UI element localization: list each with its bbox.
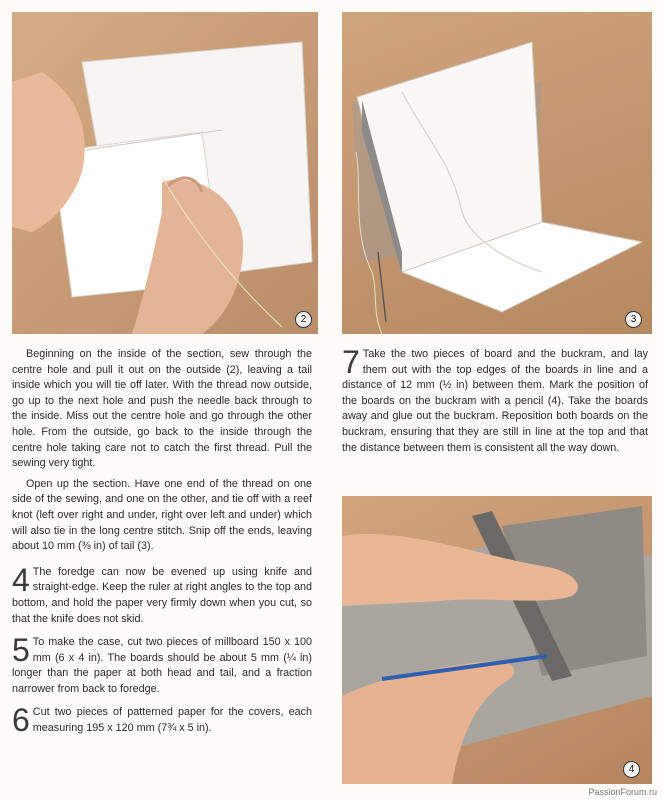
step-5: [12, 632, 312, 697]
photo-marking-buckram: [342, 496, 652, 784]
photo-number-4: 4: [623, 761, 640, 778]
step-number: 7: [342, 344, 360, 380]
left-text-column: [12, 347, 312, 745]
right-text-column: [342, 344, 648, 464]
step-7: [342, 344, 648, 456]
step-text: To make the case, cut two pieces of millboard 150 x 100 mm (6 x 4 in). The boards should be about 5 mm (¼ in) longer than the paper at both head and tail, and a fraction narrower from back to foredge.: [12, 636, 312, 695]
step-6: [12, 702, 312, 739]
photo-number-2: 2: [295, 311, 312, 328]
paragraph-sewing: Beginning on the inside of the section, sew through the centre hole and pull it out on the outside (2), leaving a tail inside which you will tie off later. With the thread now outside, go up to the next hole and push the needle back through to the inside. Miss out the centre hole and go through the other hole. From the outside, go back to the inside through the centre hole taking care not to catch the first thread. Pull the sewing very tight.: [12, 348, 312, 470]
step-number: 4: [12, 561, 30, 598]
paragraph-reef-knot: Open up the section. Have one end of the thread on one side of the sewing, and one on the other, and tie off with a reef knot (left over right and under, right over left and under) which will also tie in the long centre stitch. Snip off the ends, leaving about 10 mm (⅜ in) of tail (3).: [12, 477, 312, 553]
step-number: 6: [12, 702, 30, 739]
open-section-illustration: [342, 12, 652, 334]
step-number: 5: [12, 632, 30, 669]
photo-sewing-section: [12, 12, 318, 334]
step-text: The foredge can now be evened up using knife and straight-edge. Keep the ruler at right angles to the top and bottom, and hold the paper very firmly down when you cut, so that the knife does not skid.: [12, 565, 312, 625]
photo-number-3: 3: [625, 311, 642, 328]
sewing-illustration: [12, 12, 318, 334]
step-text: Take the two pieces of board and the buckram, and lay them out with the top edges of the boards in line and a distance of 12 mm (½ in) between them. Mark the position of the boards on the buckram with a pencil (4). Take the boards away and glue out the buckram. Reposition both boards on the buckram, ensuring that they are still in line at the top and that the distance between them is consistent all the way down.: [342, 348, 648, 454]
watermark-url: PassionForum.ru: [588, 787, 657, 797]
step-4: [12, 561, 312, 627]
needle: [378, 252, 386, 322]
step-text: Cut two pieces of patterned paper for the covers, each measuring 195 x 120 mm (7¾ x 5 in).: [32, 706, 312, 735]
marking-illustration: [342, 496, 652, 784]
photo-open-section: [342, 12, 652, 334]
